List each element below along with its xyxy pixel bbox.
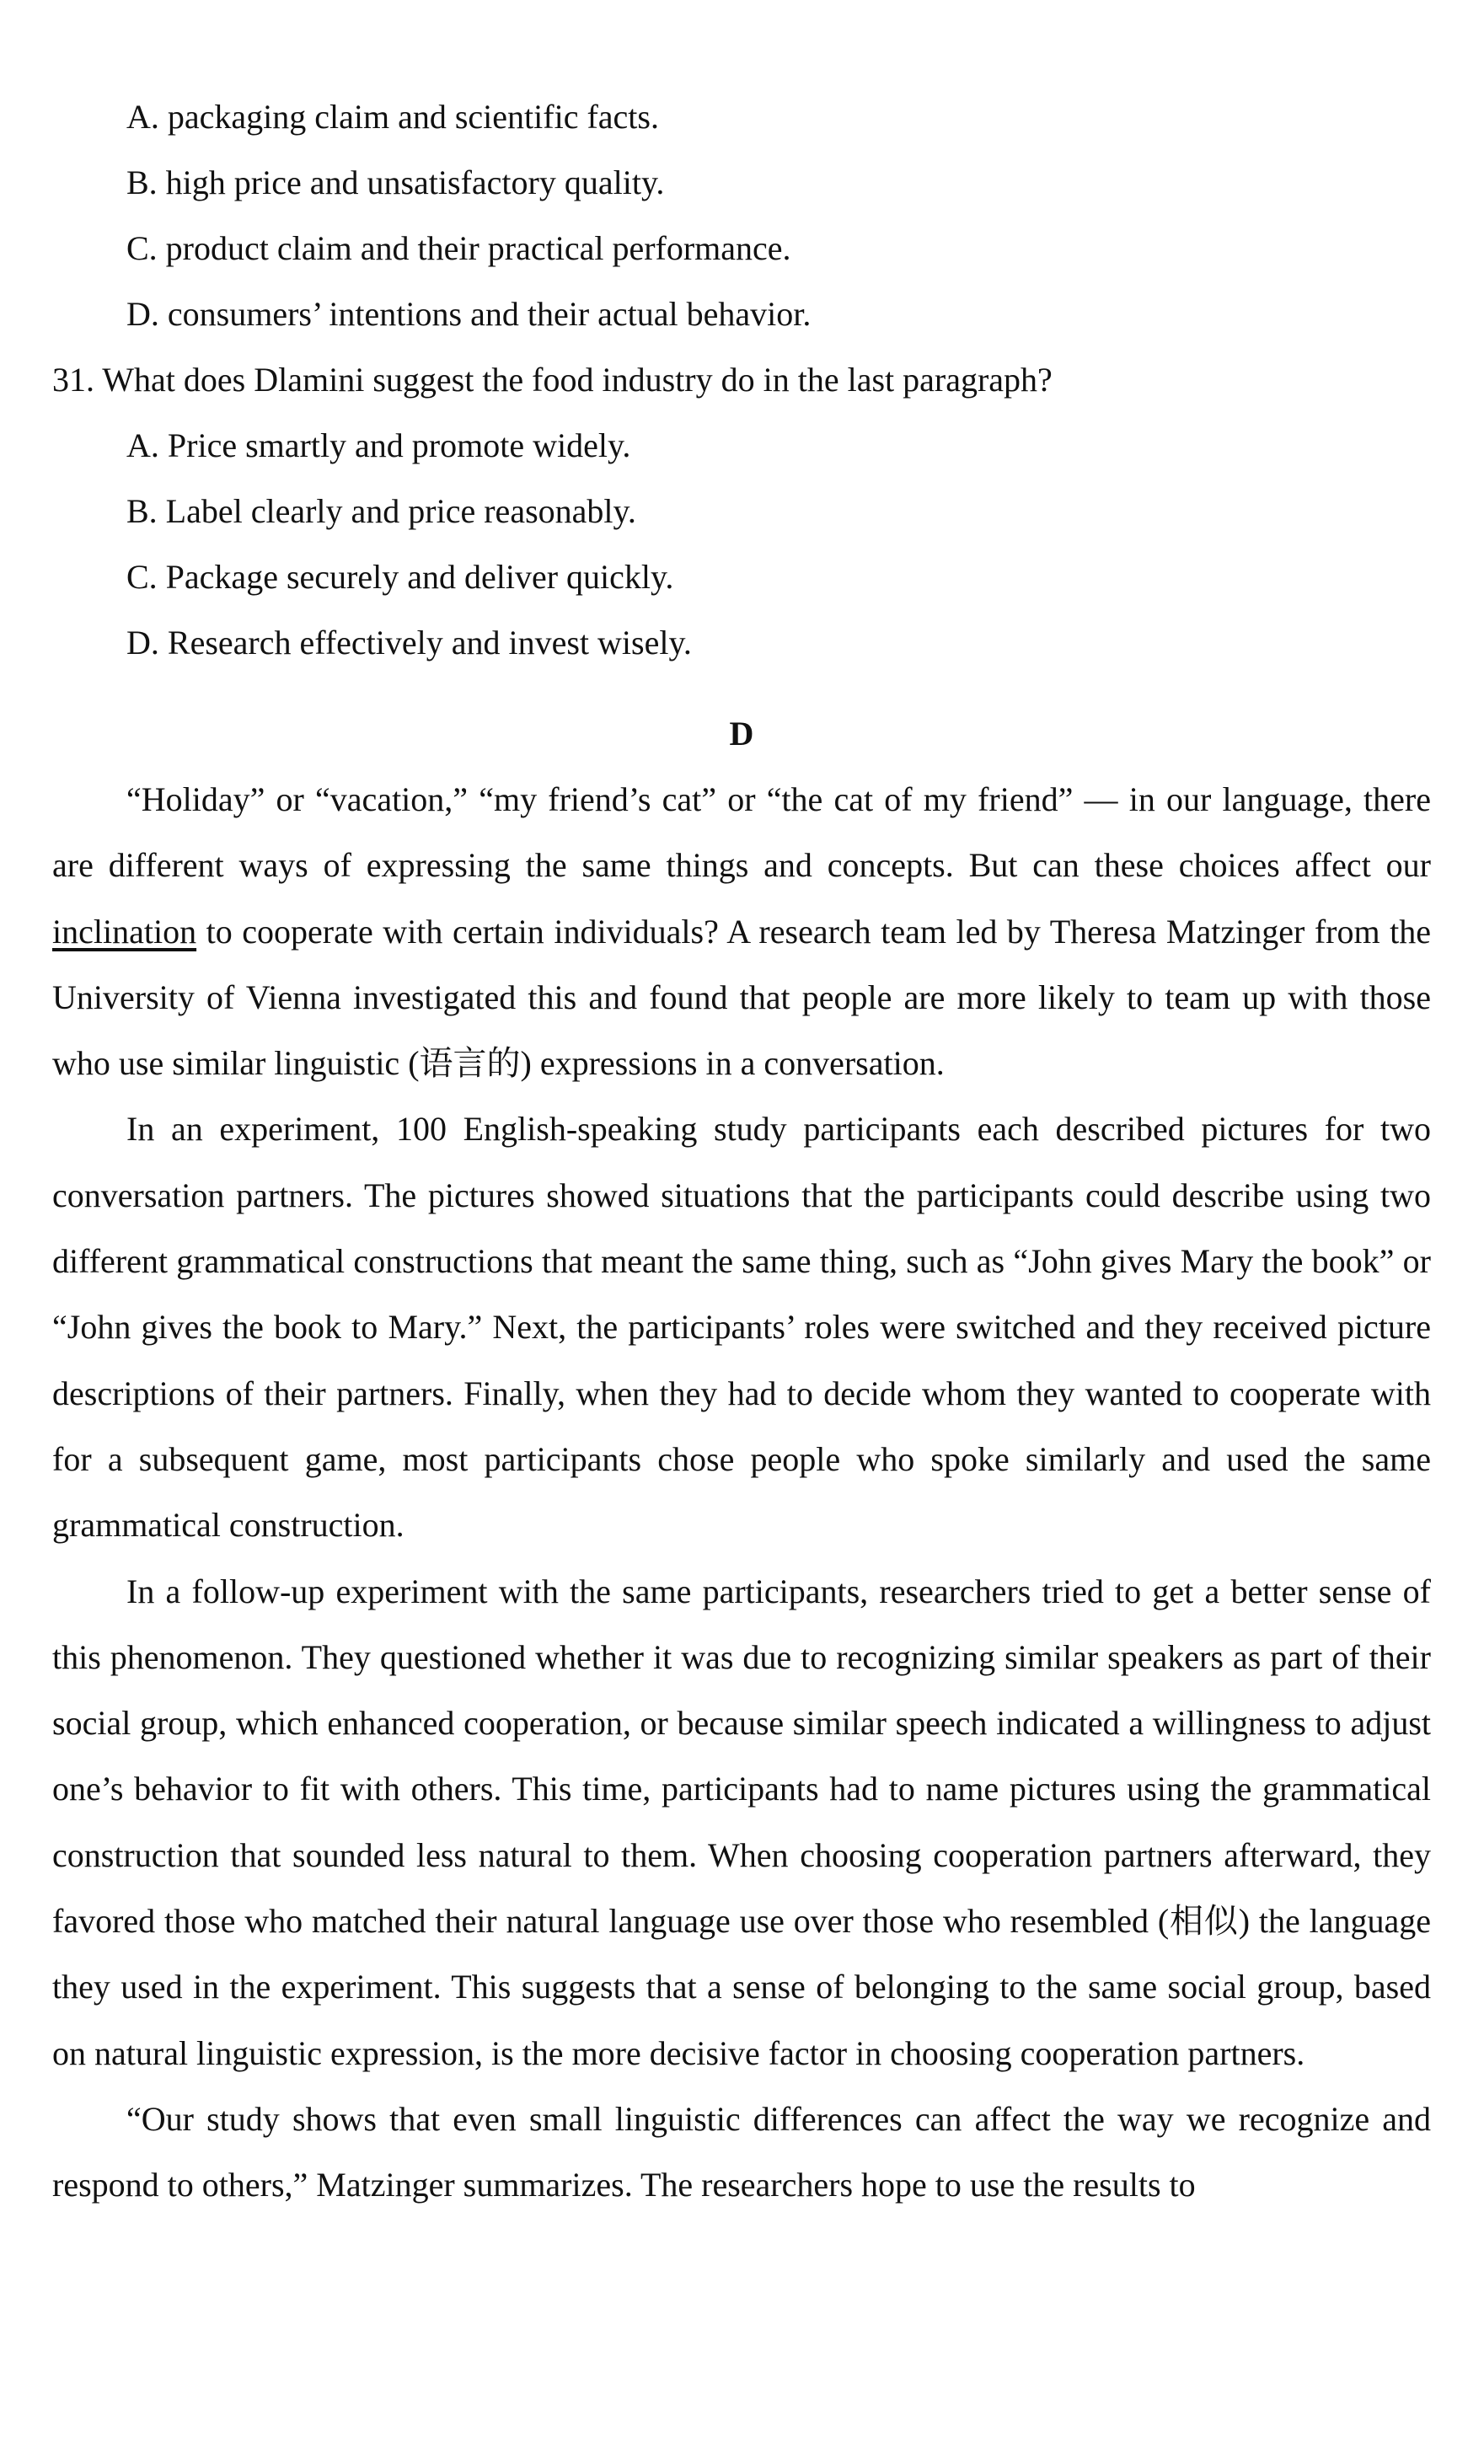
passage-paragraph-2: In an experiment, 100 English-speaking study participants each described pictures for two conversation partners. The pictures showed situations that the participants could describe using two different grammatical constructions that meant the same thing, such as “John gives Mary the book” or “John gives the book to Mary.” Next, the participants’ roles were switched and they received picture descriptions of their partners. Finally, when they had to decide whom they wanted to cooperate with for a subsequent game, most participants chose people who spoke similarly and used the same grammatical construction. [52,1110,1431,1545]
underlined-word-inclination: inclination [52,912,197,951]
passage-paragraph-3: In a follow-up experiment with the same participants, researchers tried to get a better sense of this phenomenon. They questioned whether it was due to recognizing similar speakers as part of their social group, which enhanced cooperation, or because similar speech indicated a willingness to adjust one’s behavior to fit with others. This time, participants had to name pictures using the grammatical construction that sounded less natural to them. When choosing cooperation partners afterward, they favored those who matched their natural language use over those who resembled (相似) the language they used in the experiment. This suggests that a sense of belonging to the same social group, based on natural linguistic expression, is the more decisive factor in choosing cooperation partners. [52,1572,1431,2072]
question-31 [52,347,1431,676]
passage-paragraph-1 [52,767,1431,1096]
q31-option-d[interactable]: D. Research effectively and invest wisely. [126,624,692,662]
q31-option-b[interactable]: B. Label clearly and price reasonably. [126,492,636,530]
q30-option-d[interactable]: D. consumers’ intentions and their actual behavior. [126,295,812,333]
q31-option-c[interactable]: C. Package securely and deliver quickly. [126,558,674,596]
passage-paragraph-4: “Our study shows that even small linguistic differences can affect the way we recognize and respond to others,” Matzinger summarizes. The researchers hope to use the results to [52,2099,1431,2204]
q30-option-c[interactable]: C. product claim and their practical performance. [126,229,791,267]
paragraph-1-text-end: to cooperate with certain individuals? A research team led by Theresa Matzinger from the University of Vienna investigated this and found that people are more likely to team up with those who use similar linguistic (语言的) expressions in a conversation. [52,912,1431,1083]
section-d-title: D [729,715,754,753]
q30-option-a[interactable]: A. packaging claim and scientific facts. [126,98,659,136]
q31-stem: 31. What does Dlamini suggest the food industry do in the last paragraph? [52,361,1053,399]
q30-option-b[interactable]: B. high price and unsatisfactory quality. [126,163,665,201]
exam-page [52,84,1431,2219]
section-d-passage [52,767,1431,2219]
paragraph-1-text-start: “Holiday” or “vacation,” “my friend’s cat” or “the cat of my friend” — in our language, there are different ways of expressing the same things and concepts. But can these choices affect our [52,780,1431,885]
question-30-options [52,84,1431,347]
q31-option-a[interactable]: A. Price smartly and promote widely. [126,426,631,464]
